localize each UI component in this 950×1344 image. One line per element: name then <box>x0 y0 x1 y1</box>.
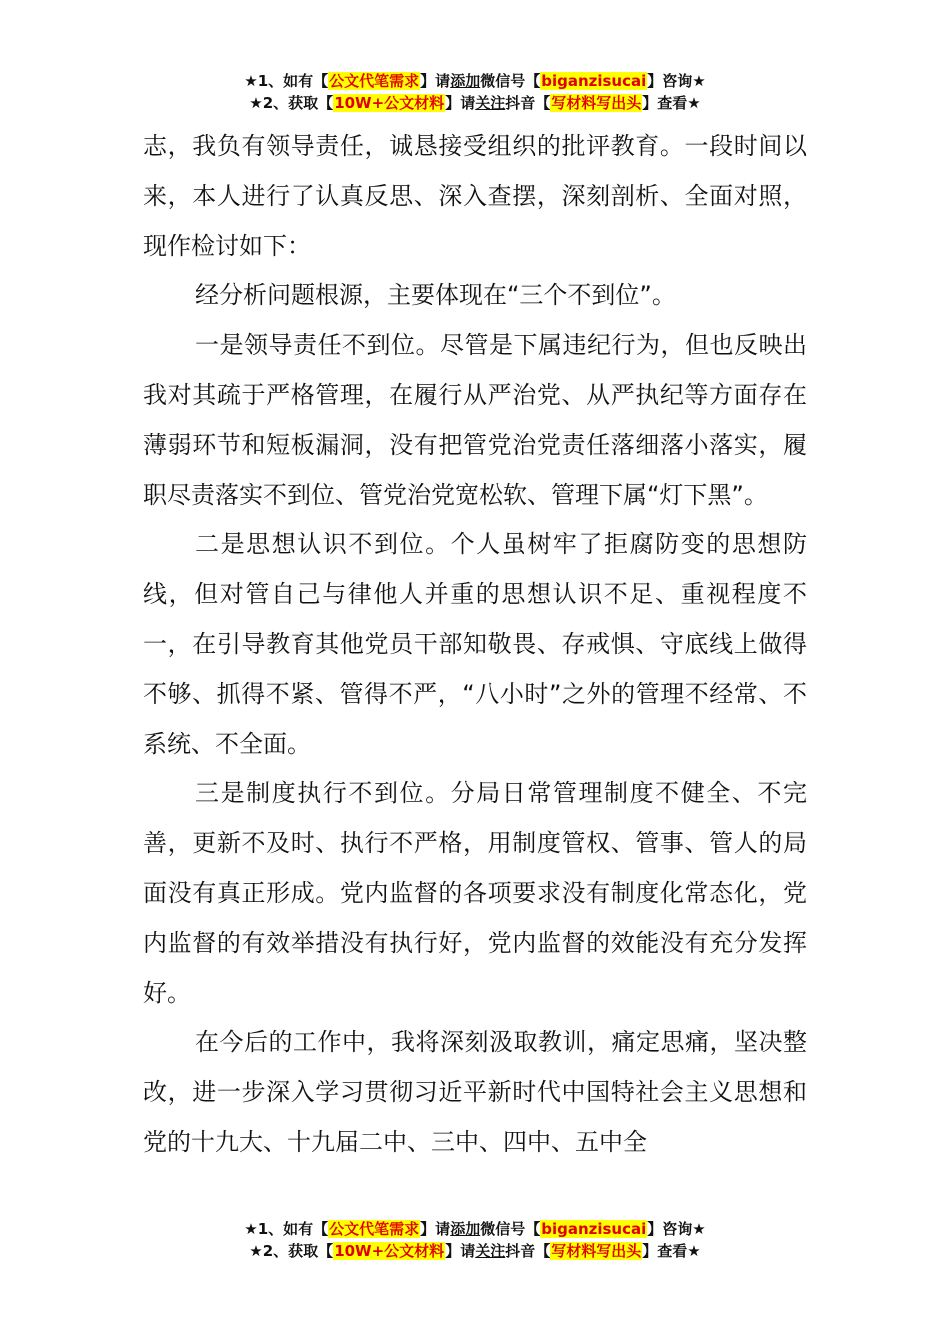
header-banner <box>0 70 950 114</box>
banner-highlight: 10W+公文材料 <box>334 94 445 112</box>
banner-text: 抖音【 <box>505 94 551 112</box>
banner-text: ★1、如有【 <box>244 1220 329 1238</box>
banner-highlight: 写材料写出头 <box>551 94 642 112</box>
banner-text: 】请 <box>445 94 476 112</box>
banner-emphasis: 关注 <box>475 94 506 112</box>
banner-highlight: 公文代笔需求 <box>329 1220 420 1238</box>
banner-highlight: 10W+公文材料 <box>334 1242 445 1260</box>
paragraph: 经分析问题根源，主要体现在“三个不到位”。 <box>195 281 676 310</box>
banner-text: 微信号【 <box>480 72 541 90</box>
document-body <box>143 122 807 1168</box>
paragraph: 在今后的工作中，我将深刻汲取教训，痛定思痛，坚决整改，进一步深入学习贯彻习近平新时代中国特社会主义思想和党的十九大、十九届二中、三中、四中、五中全 <box>143 1028 807 1156</box>
banner-emphasis: 添加 <box>450 1220 481 1238</box>
banner-highlight: biganzisucai <box>541 72 647 90</box>
banner-text: 】咨询★ <box>647 72 706 90</box>
banner-text: ★2、获取【 <box>249 1242 334 1260</box>
banner-text: ★2、获取【 <box>249 94 334 112</box>
banner-text: 抖音【 <box>505 1242 551 1260</box>
banner-line-2 <box>0 92 950 114</box>
banner-emphasis: 添加 <box>450 72 481 90</box>
banner-text: 】请 <box>420 72 451 90</box>
banner-text: 】请 <box>420 1220 451 1238</box>
banner-text: 】咨询★ <box>647 1220 706 1238</box>
banner-text: ★1、如有【 <box>244 72 329 90</box>
banner-highlight: biganzisucai <box>541 1220 647 1238</box>
banner-line-2 <box>0 1240 950 1262</box>
paragraph: 三是制度执行不到位。分局日常管理制度不健全、不完善，更新不及时、执行不严格，用制度管权、管事、管人的局面没有真正形成。党内监督的各项要求没有制度化常态化，党内监督的有效举措没有执行好，党内监督的效能没有充分发挥好。 <box>143 779 807 1007</box>
banner-text: 】查看★ <box>642 1242 701 1260</box>
banner-line-1 <box>0 1218 950 1240</box>
paragraph: 二是思想认识不到位。个人虽树牢了拒腐防变的思想防线，但对管自己与律他人并重的思想认识不足、重视程度不一，在引导教育其他党员干部知敬畏、存戒惧、守底线上做得不够、抓得不紧、管得不严，“八小时”之外的管理不经常、不系统、不全面。 <box>143 530 807 758</box>
footer-banner <box>0 1218 950 1262</box>
banner-highlight: 写材料写出头 <box>551 1242 642 1260</box>
banner-line-1 <box>0 70 950 92</box>
banner-text: 微信号【 <box>480 1220 541 1238</box>
banner-highlight: 公文代笔需求 <box>329 72 420 90</box>
banner-emphasis: 关注 <box>475 1242 506 1260</box>
paragraph: 志，我负有领导责任，诚恳接受组织的批评教育。一段时间以来，本人进行了认真反思、深入查摆，深刻剖析、全面对照，现作检讨如下： <box>143 132 807 260</box>
paragraph: 一是领导责任不到位。尽管是下属违纪行为，但也反映出我对其疏于严格管理，在履行从严治党、从严执纪等方面存在薄弱环节和短板漏洞，没有把管党治党责任落细落小落实，履职尽责落实不到位、管党治党宽松软、管理下属“灯下黑”。 <box>143 331 807 509</box>
banner-text: 】查看★ <box>642 94 701 112</box>
banner-text: 】请 <box>445 1242 476 1260</box>
